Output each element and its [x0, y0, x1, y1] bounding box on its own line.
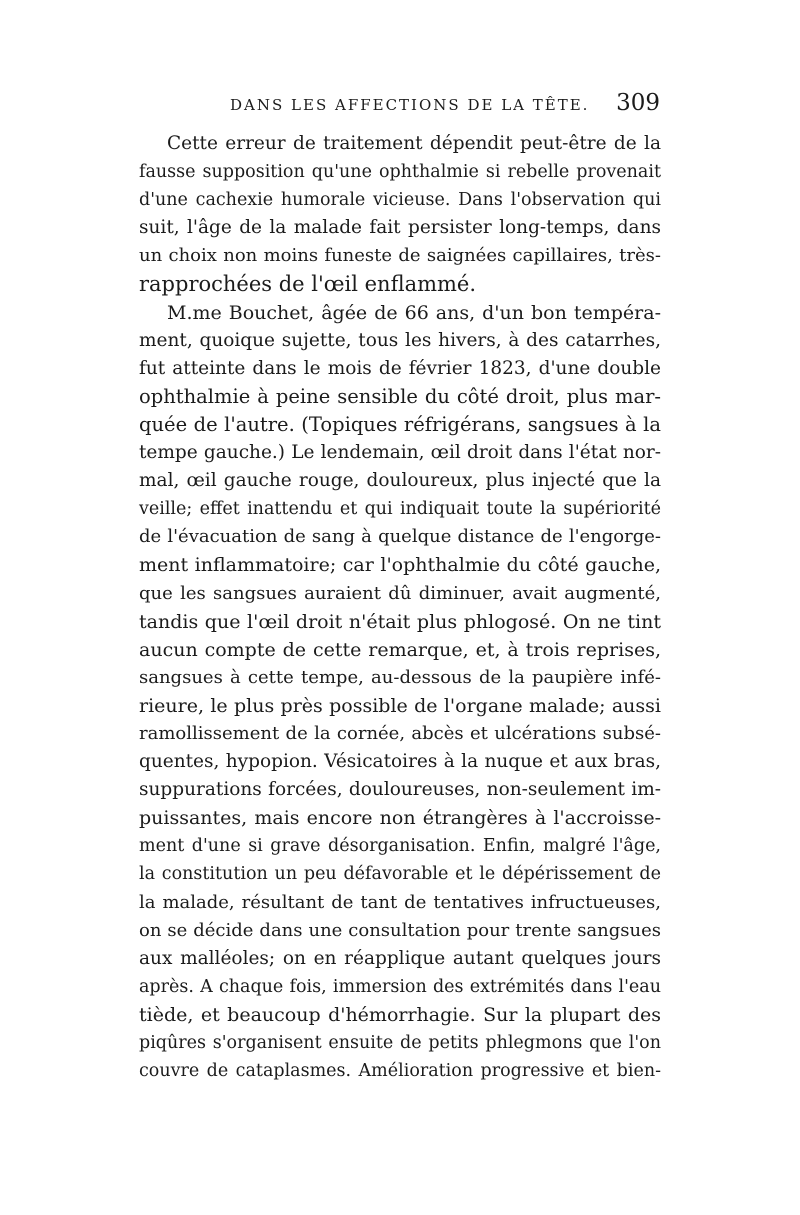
text-line: rapprochées de l'œil enflammé. — [139, 272, 477, 297]
running-head — [140, 92, 660, 122]
text-line: d'une cachexie humorale vicieuse. Dans l'observation qui — [139, 190, 661, 211]
text-line: M.me Bouchet, âgée de 66 ans, d'un bon tempéra- — [167, 301, 661, 324]
text-line: suppurations forcées, douloureuses, non-seulement im- — [139, 779, 661, 801]
text-line: tandis que l'œil droit n'était plus phlogosé. On ne tint — [139, 610, 661, 633]
text-line: sangsues à cette tempe, au-dessous de la paupière infé- — [139, 666, 661, 688]
text-line: la constitution un peu défavorable et le dépérissement de — [139, 864, 661, 885]
text-line: ment d'une si grave désorganisation. Enfin, malgré l'âge, — [139, 836, 661, 857]
text-line: puissantes, mais encore non étrangères à l'accroisse- — [139, 807, 661, 830]
text-line: on se décide dans une consultation pour trente sangsues — [139, 919, 661, 941]
text-line: de l'évacuation de sang à quelque distance de l'engorge- — [139, 526, 661, 548]
text-line: quentes, hypopion. Vésicatoires à la nuque et aux bras, — [139, 751, 661, 773]
text-line: quée de l'autre. (Topiques réfrigérans, sangsues à la — [139, 412, 661, 436]
text-line: couvre de cataplasmes. Amélioration progressive et bien- — [139, 1061, 661, 1082]
text-line: piqûres s'organisent ensuite de petits phlegmons que l'on — [139, 1033, 661, 1053]
page-number: 309 — [616, 90, 660, 116]
text-line: que les sangsues auraient dû diminuer, avait augmenté, — [139, 582, 661, 604]
text-line: fausse supposition qu'une ophthalmie si rebelle provenait — [139, 162, 661, 183]
text-line: ment inflammatoire; car l'ophthalmie du côté gauche, — [139, 554, 661, 577]
text-line: rieure, le plus près possible de l'organe malade; aussi — [139, 694, 661, 717]
text-line: fut atteinte dans le mois de février 1823, d'une double — [139, 357, 661, 379]
text-line: mal, œil gauche rouge, douloureux, plus injecté que la — [139, 470, 661, 492]
text-line: aucun compte de cette remarque, et, à trois reprises, — [139, 638, 661, 661]
text-line: après. A chaque fois, immersion des extrémités dans l'eau — [139, 976, 661, 997]
body-text — [139, 130, 661, 1085]
text-line: tiède, et beaucoup d'hémorrhagie. Sur la plupart des — [139, 1003, 661, 1026]
text-line: ment, quoique sujette, tous les hivers, à des catarrhes, — [139, 329, 661, 351]
text-line: ophthalmie à peine sensible du côté droit, plus mar- — [139, 384, 661, 408]
text-line: veille; effet inattendu et qui indiquait toute la supériorité — [139, 499, 661, 520]
text-line: Cette erreur de traitement dépendit peut-être de la — [167, 133, 661, 154]
text-line: la malade, résultant de tant de tentatives infructueuses, — [139, 891, 661, 913]
text-line: aux malléoles; on en réapplique autant quelques jours — [139, 947, 661, 969]
text-line: suit, l'âge de la malade fait persister long-temps, dans — [139, 217, 661, 239]
running-title: DANS LES AFFECTIONS DE LA TÊTE. — [230, 96, 590, 114]
text-line: ramollissement de la cornée, abcès et ulcérations subsé- — [139, 722, 661, 744]
text-line: un choix non moins funeste de saignées capillaires, très- — [139, 245, 661, 267]
text-line: tempe gauche.) Le lendemain, œil droit dans l'état nor- — [139, 442, 661, 464]
